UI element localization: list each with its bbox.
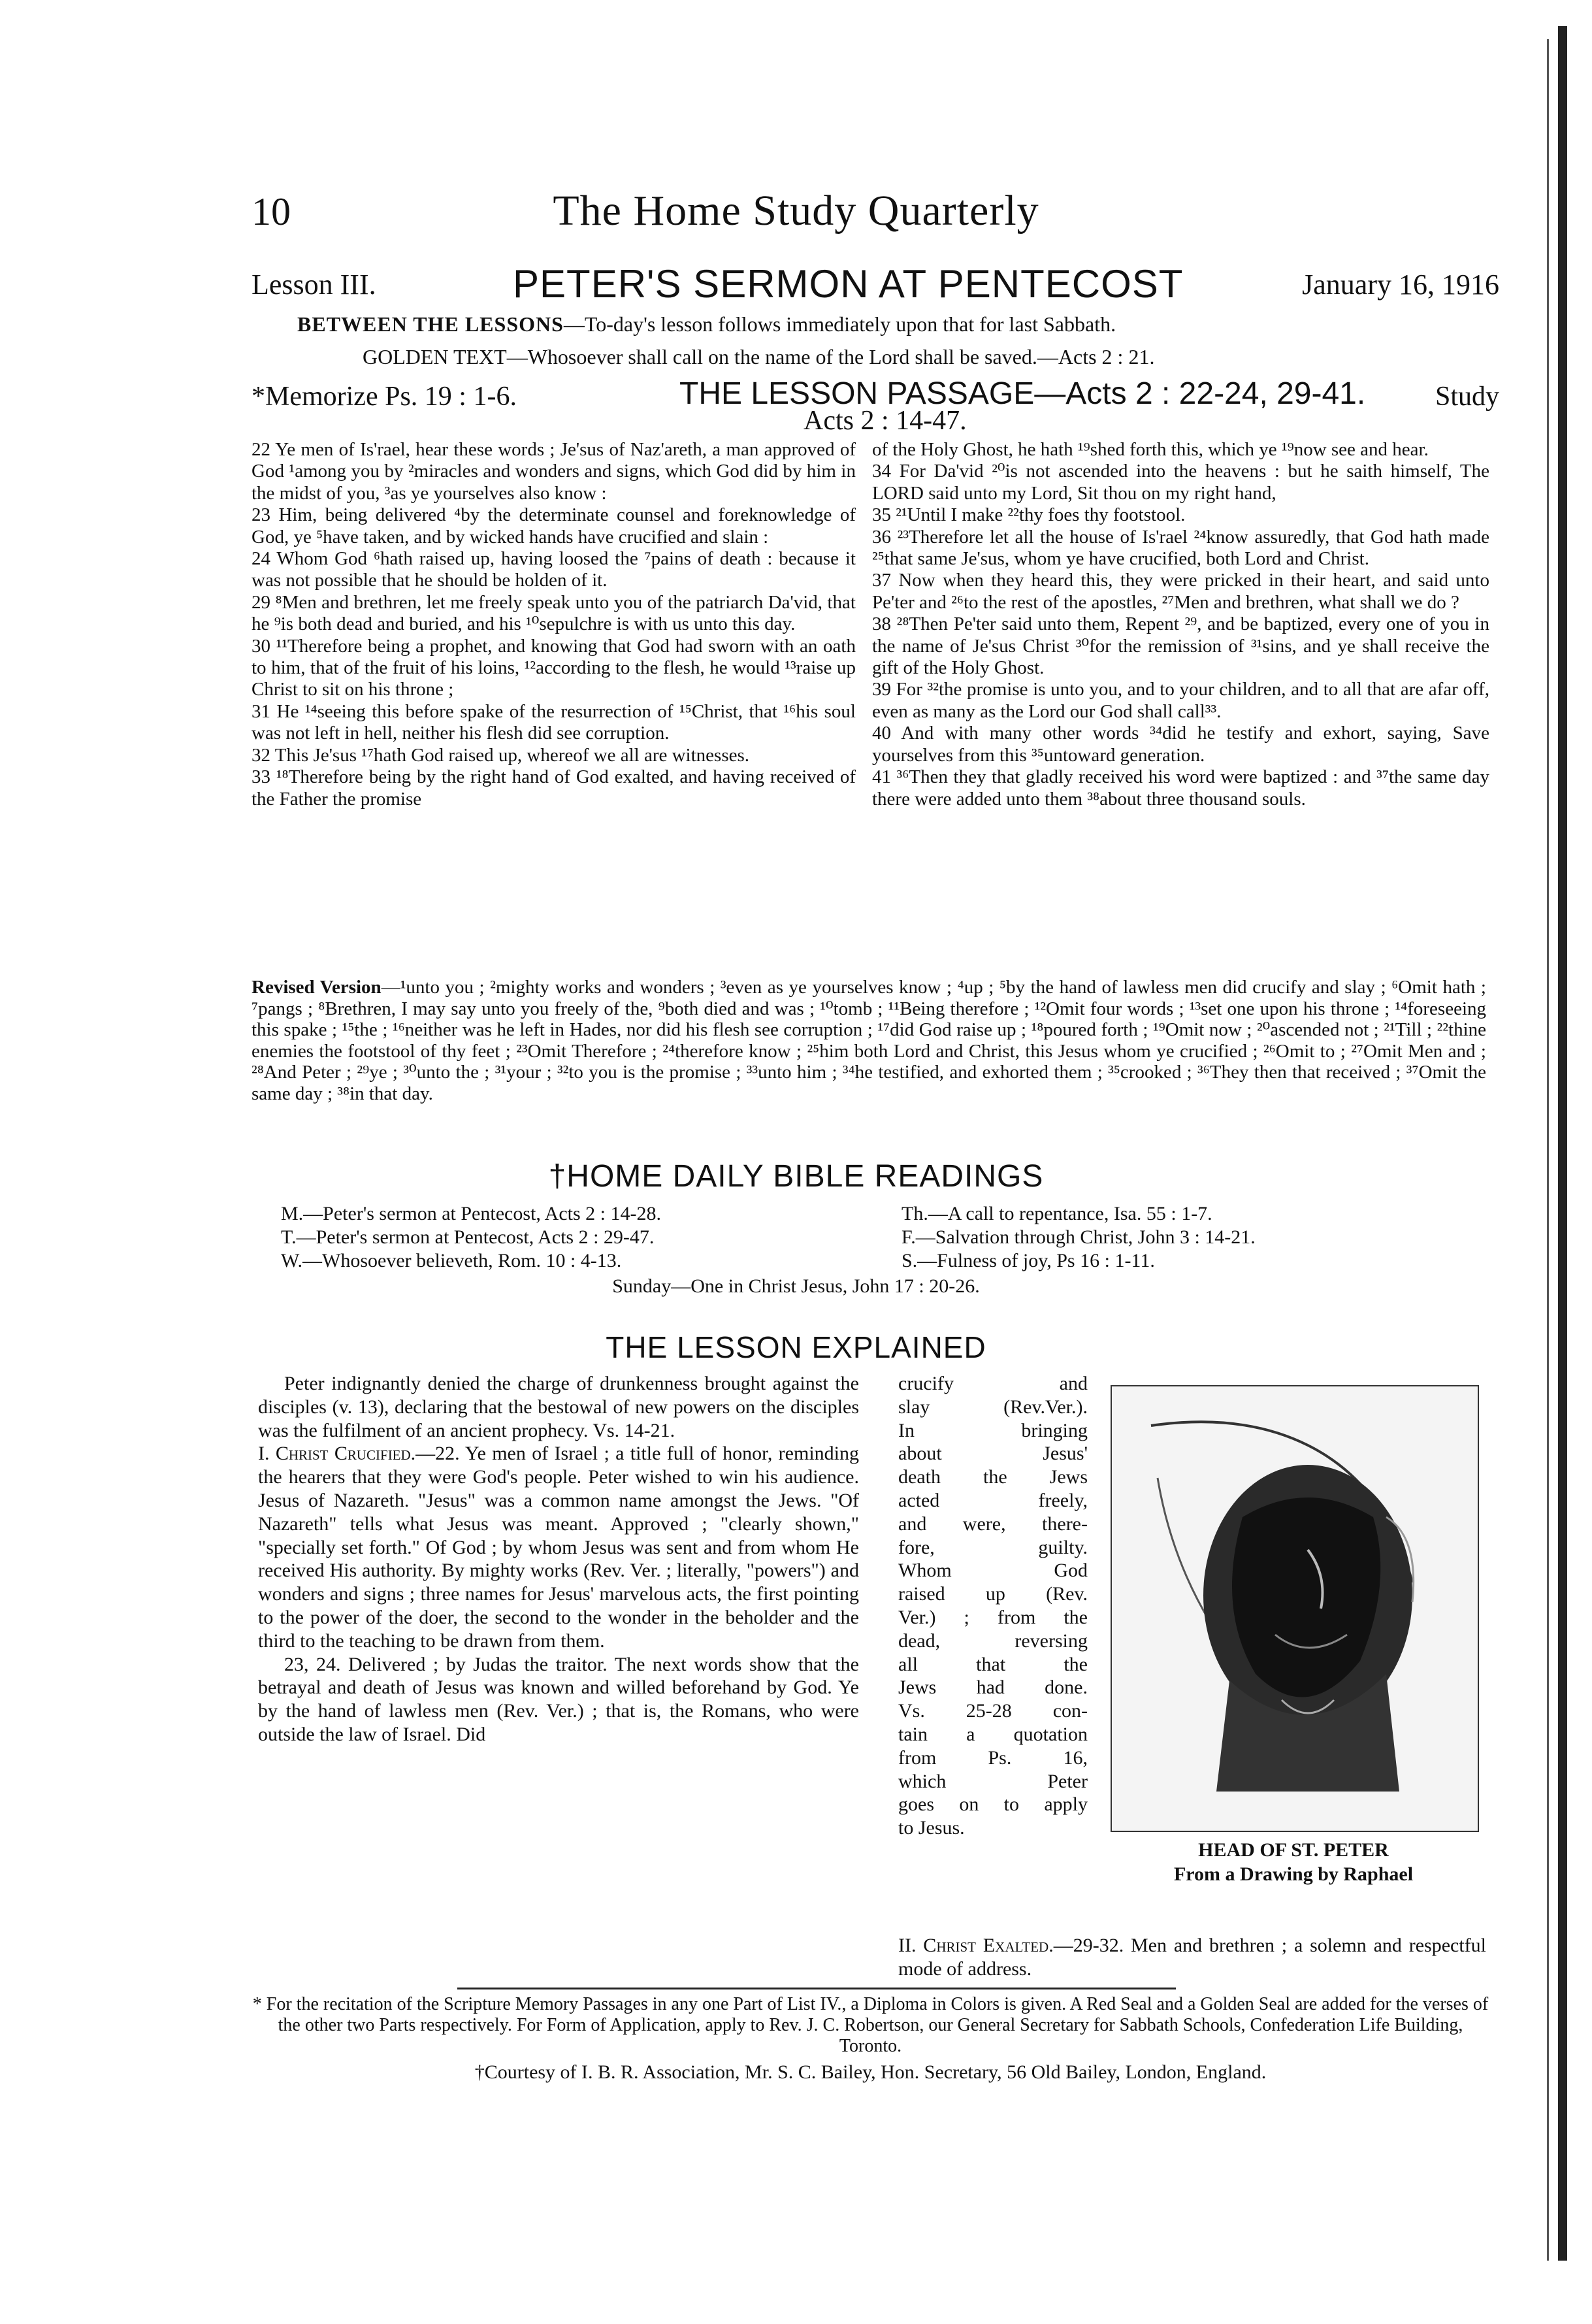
reading-sunday: Sunday—One in Christ Jesus, John 17 : 20-26. (612, 1275, 980, 1297)
passage-right-column (872, 439, 1489, 810)
portrait-drawing (1112, 1386, 1478, 1831)
lesson-date: January 16, 1916 (1302, 269, 1499, 301)
text-line: In bringing (898, 1419, 1088, 1441)
memorize-ref: *Memorize Ps. 19 : 1-6. (252, 382, 517, 412)
explained-section-1b: 23, 24. Delivered ; by Judas the traitor. The next words show that the betrayal and death of Jesus was known and willed beforehand by God. Ye by the hand of lawless men (Rev. Ver.) ; that is, the Romans, who were outside the law of Israel. Did (258, 1653, 859, 1745)
reading-friday: F.—Salvation through Christ, John 3 : 14-21. (902, 1226, 1256, 1248)
text-line: which Peter (898, 1770, 1088, 1792)
explained-intro: Peter indignantly denied the charge of drunkenness brought against the disciples (v. 13), declaring that the bestowal of new powers on the disciples was the fulfilment of an ancient prophecy. Vs. 14-21. (258, 1373, 859, 1441)
explained-left-column (258, 1372, 859, 1746)
lesson-header (252, 261, 1499, 307)
lesson-explained-title: THE LESSON EXPLAINED (606, 1330, 986, 1364)
reading-wednesday: W.—Whosoever believeth, Rom. 10 : 4-13. (281, 1250, 622, 1271)
explained-section-1 (258, 1442, 859, 1652)
revised-version-label: Revised Version (252, 977, 382, 998)
daily-readings-title: †HOME DAILY BIBLE READINGS (548, 1159, 1044, 1194)
verse-paragraph: 38 ²⁸Then Pe'ter said unto them, Repent ²⁹, and be baptized, every one of you in the name of Je'sus Christ ³⁰for the remission of ³¹sins, and ye shall receive the gift of the Holy Ghost. (872, 614, 1489, 679)
text-line: Vs. 25-28 con- (898, 1700, 1088, 1722)
section-1-text: Ye men of Israel ; a title full of honor, reminding the hearers that they were God's people. Peter wished to win his audience. Jesus of Nazareth. "Jesus" was a common name amongst the Jews. "Of Nazareth" tells what Jesus was meant. Approved ; "clearly shown," "specially set forth." Of God ; by whom Jesus was sent and from whom He received His authority. By mighty works (Rev. Ver. ; literally, "powers") and wonders and signs ; three names for Jesus' marvelous acts, the first pointing to the power of the doer, the second to the wonder in the beholder and the third to the teaching to be drawn from them. (258, 1443, 859, 1652)
text-line: about Jesus' (898, 1443, 1088, 1465)
running-title: The Home Study Quarterly (553, 187, 1039, 235)
verse-paragraph: of the Holy Ghost, he hath ¹⁹shed forth this, which ye ¹⁹now see and hear. (872, 439, 1429, 460)
text-line: slay (Rev.Ver.). (898, 1396, 1088, 1418)
page-edge-shadow (1547, 39, 1549, 2261)
text-line: to Jesus. (898, 1817, 965, 1839)
reading-saturday: S.—Fulness of joy, Ps 16 : 1-11. (902, 1250, 1155, 1271)
memory-footnote: * For the recitation of the Scripture Memory Passages in any one Part of List IV., a Diploma in Colors is given. A Red Seal and a Golden Seal are added for the verses of the other two Parts respectively. For Form of Application, apply to Rev. J. C. Robertson, our General Secretary for Sabbath Schools, Confederation Life Building, Toronto. (252, 1994, 1489, 2056)
text-line: and were, there- (898, 1513, 1088, 1535)
verse-paragraph: 33 ¹⁸Therefore being by the right hand of God exalted, and having received of the Father the promise (252, 766, 856, 810)
verse-paragraph: 32 This Je'sus ¹⁷hath God raised up, whereof we all are witnesses. (252, 744, 750, 766)
explained-middle-column (898, 1372, 1088, 1840)
verse-paragraph: 40 And with many other words ³⁴did he testify and exhort, saying, Save yourselves from this ³⁵untoward generation. (872, 723, 1489, 766)
revised-version-notes (252, 977, 1486, 1104)
verse-paragraph: 31 He ¹⁴seeing this before spake of the resurrection of ¹⁵Christ, that ¹⁶his soul was not left in hell, neither his flesh did see corruption. (252, 700, 856, 744)
section-2-heading: II. Christ Exalted.—29-32. (898, 1935, 1124, 1956)
reading-tuesday: T.—Peter's sermon at Pentecost, Acts 2 : 29-47. (281, 1226, 655, 1248)
portrait-caption-credit: From a Drawing by Raphael (1173, 1863, 1414, 1885)
verse-paragraph: 29 ⁸Men and brethren, let me freely speak unto you of the patriarch Da'vid, that he ⁹is both dead and buried, and his ¹⁰sepulchre is with us unto this day. (252, 591, 856, 635)
verse-paragraph: 39 For ³²the promise is unto you, and to your children, and to all that are afar off, even as many as the Lord our God shall call³³. (872, 679, 1489, 722)
verse-paragraph: 41 ³⁶Then they that gladly received his word were baptized : and ³⁷the same day there were added unto them ³⁸about three thousand souls. (872, 766, 1489, 810)
study-ref: Acts 2 : 14-47. (804, 406, 967, 436)
reading-monday: M.—Peter's sermon at Pentecost, Acts 2 : 14-28. (281, 1203, 661, 1224)
st-peter-portrait (1111, 1385, 1479, 1832)
text-line: Jews had done. (898, 1677, 1088, 1699)
passage-left-column (252, 439, 856, 810)
text-line: Whom God (898, 1560, 1088, 1582)
lesson-number: Lesson III. (252, 269, 376, 301)
text-line: tain a quotation (898, 1723, 1088, 1745)
verse-paragraph: 22 Ye men of Is'rael, hear these words ; Je'sus of Naz'areth, a man approved of God ¹among you by ²miracles and wonders and signs, which God did by him in the midst of you, ³as ye yourselves also know : (252, 439, 856, 504)
verse-paragraph: 35 ²¹Until I make ²²thy foes thy footstool. (872, 504, 1186, 526)
verse-paragraph: 36 ²³Therefore let all the house of Is'rael ²⁴know assuredly, that God hath made ²⁵that same Je'sus, whom ye have crucified, both Lord and Christ. (872, 526, 1489, 570)
text-line: all that the (898, 1653, 1088, 1675)
study-label: Study (1435, 382, 1499, 412)
between-label: BETWEEN THE LESSONS (297, 312, 564, 336)
page-binding-edge (1558, 26, 1567, 2261)
verse-paragraph: 37 Now when they heard this, they were pricked in their heart, and said unto Pe'ter and ²⁶to the rest of the apostles, ²⁷Men and brethren, what shall we do ? (872, 570, 1489, 613)
verse-paragraph: 24 Whom God ⁶hath raised up, having loosed the ⁷pains of death : because it was not possible that he should be holden of it. (252, 548, 856, 591)
section-1-heading: I. Christ Crucified.—22. (258, 1443, 460, 1465)
between-the-lessons (297, 312, 1116, 336)
text-line: fore, guilty. (898, 1536, 1088, 1558)
text-line: raised up (Rev. (898, 1583, 1088, 1605)
footnote-divider (457, 1988, 1176, 1989)
verse-paragraph: 34 For Da'vid ²⁰is not ascended into the heavens : but he saith himself, The LORD said unto my Lord, Sit thou on my right hand, (872, 461, 1489, 504)
lesson-title: PETER'S SERMON AT PENTECOST (513, 262, 1184, 306)
text-line: goes on to apply (898, 1793, 1088, 1816)
text-line: from Ps. 16, (898, 1746, 1088, 1769)
golden-text: GOLDEN TEXT—Whosoever shall call on the name of the Lord shall be saved.—Acts 2 : 21. (363, 345, 1155, 368)
courtesy-footnote: †Courtesy of I. B. R. Association, Mr. S. C. Bailey, Hon. Secretary, 56 Old Bailey, London, England. (474, 2061, 1267, 2083)
verse-paragraph: 30 ¹¹Therefore being a prophet, and knowing that God had sworn with an oath to him, that of the fruit of his loins, ¹²according to the flesh, he would ¹³raise up Christ to sit on his throne ; (252, 635, 856, 700)
revised-version-text: —¹unto you ; ²mighty works and wonders ; ³even as ye yourselves know ; ⁴up ; ⁵by the hand of lawless men did crucify and slay ; ⁶Omit hath ; ⁷pangs ; ⁸Brethren, I may say unto you freely of the, ⁹both died and was ; ¹⁰tomb ; ¹¹Being therefore ; ¹²Omit four words ; ¹³set one upon his throne ; ¹⁴foreseeing this spake ; ¹⁵the ; ¹⁶neither was he left in Hades, nor did his flesh see corruption ; ¹⁷did God raise up ; ¹⁸poured forth ; ¹⁹Omit now ; ²⁰ascended not ; ²¹Till ; ²²thine enemies the footstool of thy feet ; ²³Omit Therefore ; ²⁴therefore know ; ²⁵him both Lord and Christ, this Jesus whom ye crucified ; ²⁶Omit to ; ²⁷Omit Men and ; ²⁸And Peter ; ²⁹ye ; ³⁰unto the ; ³¹your ; ³²to you is the promise ; ³³unto him ; ³⁴he testified, and exhorted them ; ³⁵crooked ; ³⁶They then that received ; ³⁷Omit the same day ; ³⁸in that day. (252, 977, 1486, 1104)
section-2-text: Men and brethren ; a solemn and respectful mode of address. (898, 1935, 1487, 1980)
text-line: death the Jews (898, 1466, 1088, 1488)
page-number: 10 (252, 190, 291, 233)
reading-thursday: Th.—A call to repentance, Isa. 55 : 1-7. (902, 1203, 1212, 1224)
text-line: dead, reversing (898, 1629, 1088, 1652)
portrait-caption-title: HEAD OF ST. PETER (1198, 1839, 1389, 1861)
between-text: —To-day's lesson follows immediately upon that for last Sabbath. (563, 312, 1116, 336)
lesson-passage-title: THE LESSON PASSAGE—Acts 2 : 22-24, 29-41. (679, 376, 1366, 411)
text-line: Ver.) ; from the (898, 1606, 1088, 1628)
text-line: crucify and (898, 1373, 1088, 1394)
explained-section-2 (898, 1934, 1486, 1981)
text-line: acted freely, (898, 1489, 1088, 1511)
verse-paragraph: 23 Him, being delivered ⁴by the determinate counsel and foreknowledge of God, ye ⁵have taken, and by wicked hands have crucified and slain : (252, 504, 856, 548)
